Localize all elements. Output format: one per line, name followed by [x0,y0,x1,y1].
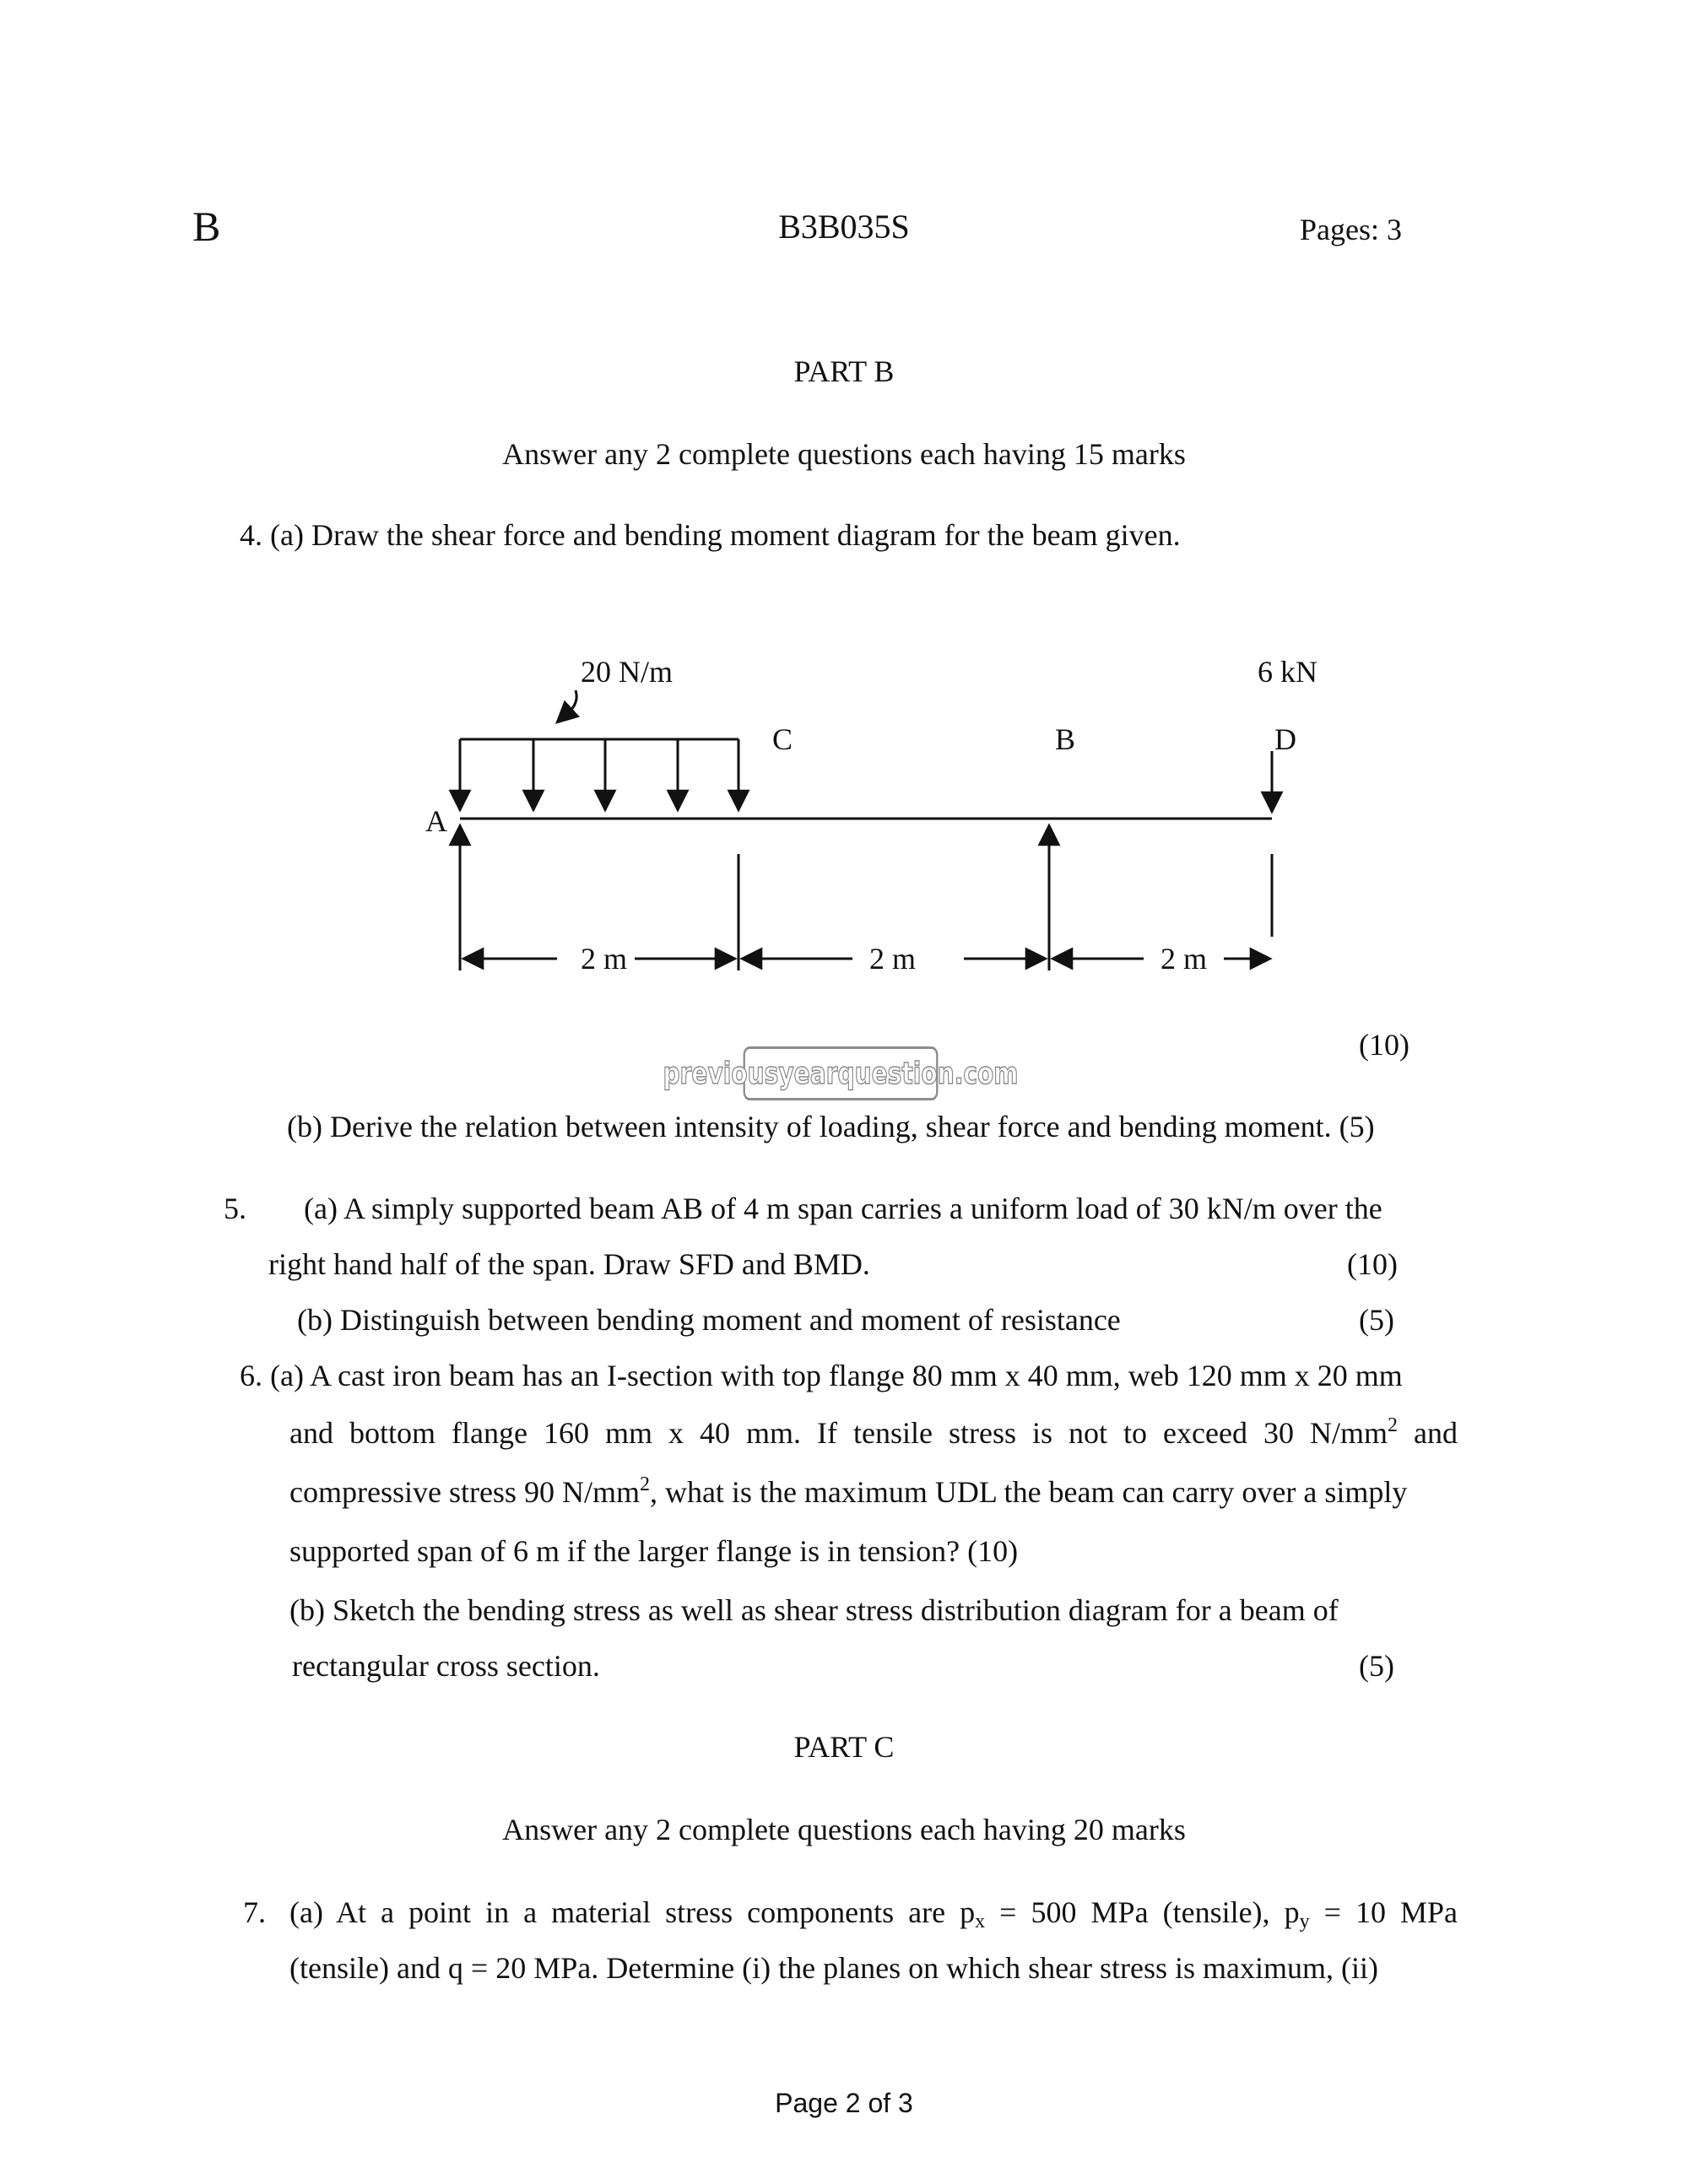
part-b-instruction: Answer any 2 complete questions each having 15 marks [502,437,1186,471]
part-b-title: PART B [793,354,895,388]
q6b-line2: rectangular cross section. [292,1649,600,1683]
q6a-line3: compressive stress 90 $N/mm^2$, what is the maximum UDL the beam can carry over a simply [289,1473,1408,1509]
label-b: B [1055,722,1076,756]
udl-label: 20 N/m [581,655,674,689]
watermark-logo: previousyearquestion.com [744,1046,939,1100]
series-letter: B [192,203,221,250]
beam-diagram [0,0,1688,1013]
q6a-line4: supported span of 6 m if the larger flange is in tension? (10) [289,1534,1019,1568]
part-c-instruction: Answer any 2 complete questions each having 20 marks [502,1813,1186,1846]
label-c: C [772,722,793,756]
point-load-label: 6 kN [1258,655,1317,689]
span-ac-label: 2 m [581,942,628,976]
q7a-line1: (a) At a point in a material stress components are $p_x = 500$ MPa (tensile), $p_y = 10$ MPa [289,1895,1458,1933]
page-count: Pages: 3 [1300,213,1402,246]
q4a-marks: (10) [1359,1028,1409,1062]
q6a-line2: and bottom flange 160 mm x 40 mm. If tensile stress is not to exceed 30 $N/mm^2$ and [289,1414,1458,1450]
q4a-text: 4. (a) Draw the shear force and bending moment diagram for the beam given. [240,518,1181,552]
q5b-marks: (5) [1359,1303,1394,1337]
q5-number: 5. [224,1192,246,1225]
q6b-marks: (5) [1359,1649,1394,1683]
span-bd-label: 2 m [1160,942,1208,976]
q4b-text: (b) Derive the relation between intensity of loading, shear force and bending moment. (5) [287,1110,1375,1143]
part-c-title: PART C [793,1730,895,1764]
udl-label-pointer [559,690,576,719]
label-a: A [425,804,447,838]
q6a-line1: 6. (a) A cast iron beam has an I-section with top flange 80 mm x 40 mm, web 120 mm x 20 mm [240,1359,1403,1392]
q5a-line1: (a) A simply supported beam AB of 4 m span carries a uniform load of 30 kN/m over the [304,1192,1382,1225]
span-cb-label: 2 m [869,942,917,976]
q5a-marks: (10) [1347,1247,1398,1281]
q5b-text: (b) Distinguish between bending moment and moment of resistance [297,1303,1121,1337]
q6b-line1: (b) Sketch the bending stress as well as shear stress distribution diagram for a beam of [289,1593,1339,1627]
label-d: D [1274,722,1296,756]
q7a-line2: (tensile) and q = 20 MPa. Determine (i) the planes on which shear stress is maximum, (ii) [289,1951,1379,1985]
page-number: Page 2 of 3 [775,2088,913,2118]
q7-number: 7. [243,1895,266,1929]
paper-code: B3B035S [778,208,910,246]
q5a-line2: right hand half of the span. Draw SFD and BMD. [268,1247,870,1281]
